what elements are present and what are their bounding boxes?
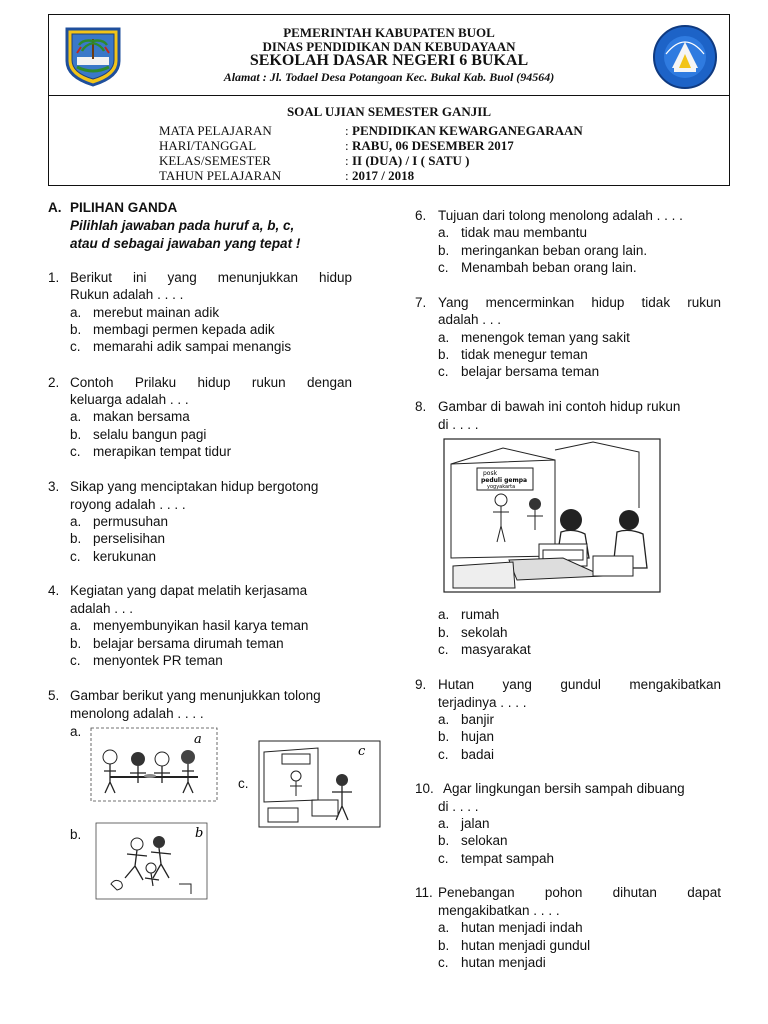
- option-letter: c.: [438, 747, 449, 762]
- buol-regency-emblem-icon: [63, 23, 123, 87]
- option-letter: b.: [70, 322, 82, 337]
- option-letter: b.: [70, 531, 82, 546]
- info-key: HARI/TANGGAL: [159, 138, 257, 153]
- question-number: 3.: [48, 479, 60, 494]
- option-text: meringankan beban orang lain.: [461, 243, 648, 258]
- picture-community-helping: [443, 438, 661, 593]
- option-letter: a.: [438, 712, 450, 727]
- option-letter: a.: [70, 305, 82, 320]
- question-text: royong adalah . . . .: [70, 497, 186, 512]
- option-letter: c.: [70, 653, 81, 668]
- option-letter: a.: [438, 225, 450, 240]
- info-key: KELAS/SEMESTER: [159, 153, 271, 168]
- picture-letter: a: [194, 732, 202, 747]
- info-key: TAHUN PELAJARAN: [159, 168, 282, 183]
- question-number: 5.: [48, 688, 60, 703]
- option-text: perselisihan: [93, 531, 166, 546]
- question-text: Gambar berikut yang menunjukkan tolong: [70, 688, 321, 703]
- option-text: Menambah beban orang lain.: [461, 260, 637, 275]
- picture-letter: b: [195, 826, 204, 841]
- header-divider: [49, 95, 729, 96]
- option-letter: c.: [70, 444, 81, 459]
- question-number: 8.: [415, 399, 427, 414]
- question-text: terjadinya . . . .: [438, 695, 527, 710]
- option-text: hutan menjadi indah: [461, 920, 583, 935]
- question-number: 7.: [415, 295, 427, 310]
- option-text: selokan: [461, 833, 508, 848]
- school-name: SEKOLAH DASAR NEGERI 6 BUKAL: [249, 52, 529, 69]
- option-text: hujan: [461, 729, 495, 744]
- question-text: menolong adalah . . . .: [70, 706, 204, 721]
- question-text: Yang mencerminkan hidup tidak rukun: [438, 295, 721, 310]
- option-text: sekolah: [461, 625, 508, 640]
- option-letter: a.: [438, 816, 450, 831]
- option-text: jalan: [461, 816, 490, 831]
- section-title: PILIHAN GANDA: [70, 200, 178, 215]
- option-letter: c.: [438, 364, 449, 379]
- question-text: di . . . .: [438, 417, 479, 432]
- option-text: membagi permen kepada adik: [93, 322, 275, 337]
- letterhead: [48, 14, 730, 186]
- option-text: badai: [461, 747, 495, 762]
- option-letter: b.: [438, 729, 450, 744]
- option-letter: c.: [438, 642, 449, 657]
- option-letter: c.: [438, 851, 449, 866]
- option-letter: b.: [438, 243, 450, 258]
- option-letter: a.: [70, 618, 82, 633]
- option-text: tidak menegur teman: [461, 347, 588, 362]
- info-value: 2017 / 2018: [352, 168, 415, 183]
- option-text: hutan menjadi: [461, 955, 546, 970]
- question-text: Rukun adalah . . . .: [70, 287, 184, 302]
- option-text: kerukunan: [93, 549, 157, 564]
- info-separator: :: [345, 138, 349, 153]
- picture-letter: c: [358, 744, 366, 759]
- option-text: tempat sampah: [461, 851, 555, 866]
- option-letter: b.: [438, 833, 450, 848]
- question-text: keluarga adalah . . .: [70, 392, 189, 407]
- option-letter: c.: [438, 955, 449, 970]
- question-number: 2.: [48, 375, 60, 390]
- option-text: menyontek PR teman: [93, 653, 223, 668]
- option-text: belajar bersama dirumah teman: [93, 636, 284, 651]
- question-text: adalah . . .: [438, 312, 502, 327]
- question-text: Tujuan dari tolong menolong adalah . . . .: [438, 208, 683, 223]
- question-text: adalah . . .: [70, 601, 134, 616]
- exam-title: SOAL UJIAN SEMESTER GANJIL: [286, 104, 492, 119]
- option-text: menengok teman yang sakit: [461, 330, 630, 345]
- question-number: 11.: [415, 885, 433, 900]
- option-text: merapikan tempat tidur: [93, 444, 232, 459]
- option-letter: a.: [438, 920, 450, 935]
- picture-children-eating-together: [90, 727, 218, 802]
- school-address: Alamat : Jl. Todael Desa Potangoan Kec. Bukal Kab. Buol (94564): [223, 70, 555, 84]
- option-letter: c.: [70, 339, 81, 354]
- option-letter: a.: [438, 607, 450, 622]
- option-text: rumah: [461, 607, 500, 622]
- sign-text: posk: [483, 470, 498, 477]
- option-text: selalu bangun pagi: [93, 427, 207, 442]
- image-option-label-c: c.: [238, 776, 249, 791]
- question-number: 4.: [48, 583, 60, 598]
- option-letter: b.: [438, 938, 450, 953]
- option-letter: b.: [70, 427, 82, 442]
- option-text: banjir: [461, 712, 495, 727]
- option-text: permusuhan: [93, 514, 169, 529]
- option-text: hutan menjadi gundul: [461, 938, 591, 953]
- picture-children-playing: [95, 822, 208, 900]
- question-text: Berikut ini yang menunjukkan hidup: [70, 270, 352, 285]
- info-separator: :: [345, 168, 349, 183]
- instruction-line: atau d sebagai jawaban yang tepat !: [70, 236, 301, 251]
- info-value: PENDIDIKAN KEWARGANEGARAAN: [352, 123, 583, 138]
- question-text: Penebangan pohon dihutan dapat: [438, 885, 721, 900]
- option-letter: c.: [70, 549, 81, 564]
- question-number: 6.: [415, 208, 427, 223]
- question-text: di . . . .: [438, 799, 479, 814]
- option-text: memarahi adik sampai menangis: [93, 339, 292, 354]
- option-letter: c.: [438, 260, 449, 275]
- question-number: 1.: [48, 270, 60, 285]
- option-letter: b.: [438, 347, 450, 362]
- department-name: DINAS PENDIDIKAN DAN KEBUDAYAAN: [262, 39, 516, 54]
- option-letter: a.: [70, 409, 82, 424]
- option-text: tidak mau membantu: [461, 225, 588, 240]
- question-text: Contoh Prilaku hidup rukun dengan: [70, 375, 352, 390]
- sign-text: peduli gempa: [481, 477, 528, 484]
- info-separator: :: [345, 153, 349, 168]
- question-number: 10.: [415, 781, 434, 796]
- option-text: menyembunyikan hasil karya teman: [93, 618, 309, 633]
- government-name: PEMERINTAH KABUPATEN BUOL: [283, 25, 495, 40]
- question-text: Kegiatan yang dapat melatih kerjasama: [70, 583, 308, 598]
- question-text: Sikap yang menciptakan hidup bergotong: [70, 479, 319, 494]
- info-separator: :: [345, 123, 349, 138]
- option-letter: a.: [70, 514, 82, 529]
- option-letter: b.: [70, 636, 82, 651]
- option-text: belajar bersama teman: [461, 364, 600, 379]
- question-text: Agar lingkungan bersih sampah dibuang: [443, 781, 685, 796]
- option-text: masyarakat: [461, 642, 531, 657]
- instruction-line: Pilihlah jawaban pada huruf a, b, c,: [70, 218, 295, 233]
- question-number: 9.: [415, 677, 427, 692]
- picture-disaster-relief-post: [258, 740, 381, 828]
- option-text: merebut mainan adik: [93, 305, 220, 320]
- question-text: Hutan yang gundul mengakibatkan: [438, 677, 721, 692]
- info-value: RABU, 06 DESEMBER 2017: [352, 138, 514, 153]
- sign-text: yogyakarta: [487, 484, 516, 490]
- section-letter: A.: [48, 200, 62, 215]
- question-text: mengakibatkan . . . .: [438, 903, 560, 918]
- question-text: Gambar di bawah ini contoh hidup rukun: [438, 399, 681, 414]
- image-option-label-a: a.: [70, 724, 82, 739]
- option-letter: b.: [438, 625, 450, 640]
- option-text: makan bersama: [93, 409, 190, 424]
- info-value: II (DUA) / I ( SATU ): [352, 153, 470, 168]
- info-key: MATA PELAJARAN: [159, 123, 272, 138]
- tut-wuri-handayani-logo-icon: [652, 24, 718, 90]
- option-letter: a.: [438, 330, 450, 345]
- image-option-label-b: b.: [70, 827, 82, 842]
